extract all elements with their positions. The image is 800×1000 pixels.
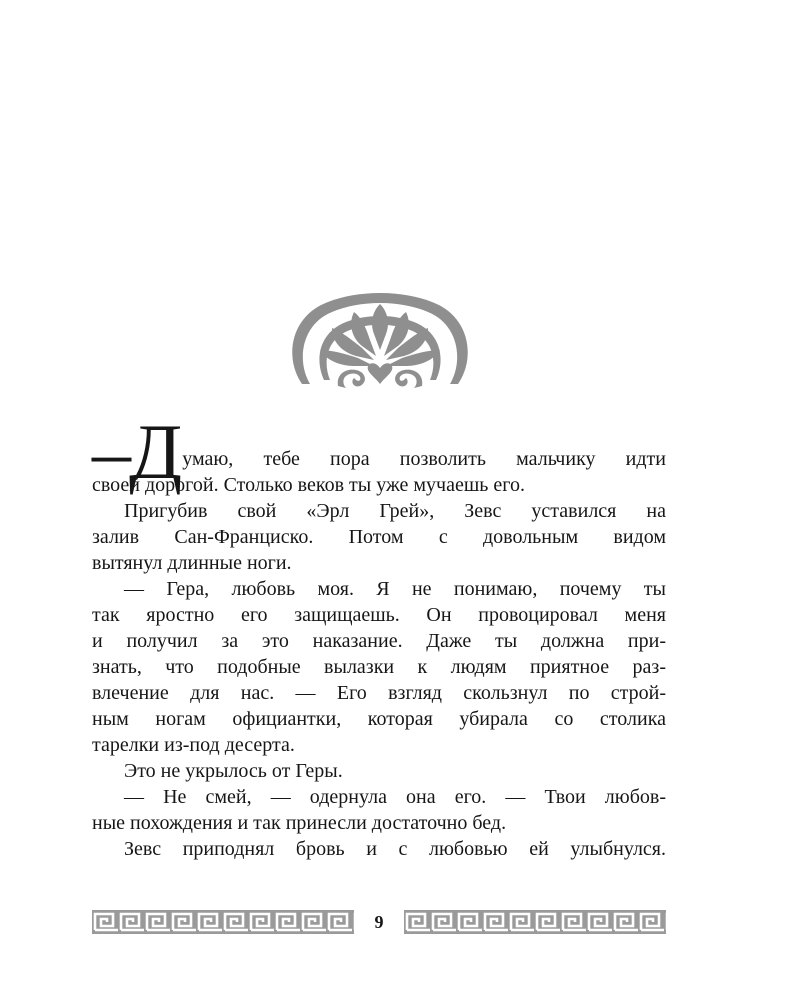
chapter-text (92, 408, 666, 862)
drop-cap: –Д (92, 408, 181, 495)
text-line: влечение для нас. — Его взгляд скользнул по строй- (92, 682, 666, 704)
text-line: Это не укрылось от Геры. (124, 760, 343, 782)
text-line: — Не смей, — одернула она его. — Твои любов- (124, 786, 666, 808)
text-line: ным ногам официантки, которая убирала со столика (92, 708, 666, 730)
palmette-ornament-icon (280, 288, 480, 400)
greek-key-border-icon (92, 908, 354, 936)
text-line: ные похождения и так принесли достаточно бед. (92, 812, 507, 834)
text-line: Зевс приподнял бровь и с любовью ей улыбнулся. (124, 838, 666, 860)
text-line: знать, что подобные вылазки к людям приятное раз- (92, 656, 666, 678)
text-line: и получил за это наказание. Даже ты должна при- (92, 630, 666, 652)
text-line: своей дорогой. Столько веков ты уже мучаешь его. (92, 474, 525, 496)
text-lines (92, 472, 666, 862)
text-line: так яростно его защищаешь. Он провоцировал меня (92, 604, 666, 626)
text-line: Пригубив свой «Эрл Грей», Зевс уставился на (124, 500, 666, 522)
text-line: вытянул длинные ноги. (92, 552, 292, 574)
page-footer (92, 908, 666, 936)
text-line: залив Сан-Франциско. Потом с довольным видом (92, 526, 666, 548)
page-number: 9 (360, 908, 398, 936)
text-line: тарелки из-под десерта. (92, 734, 295, 756)
text-line: — Гера, любовь моя. Я не понимаю, почему ты (124, 578, 666, 600)
first-line-text: умаю, тебе пора позволить мальчику идти (182, 448, 666, 470)
greek-key-border-icon (404, 908, 666, 936)
